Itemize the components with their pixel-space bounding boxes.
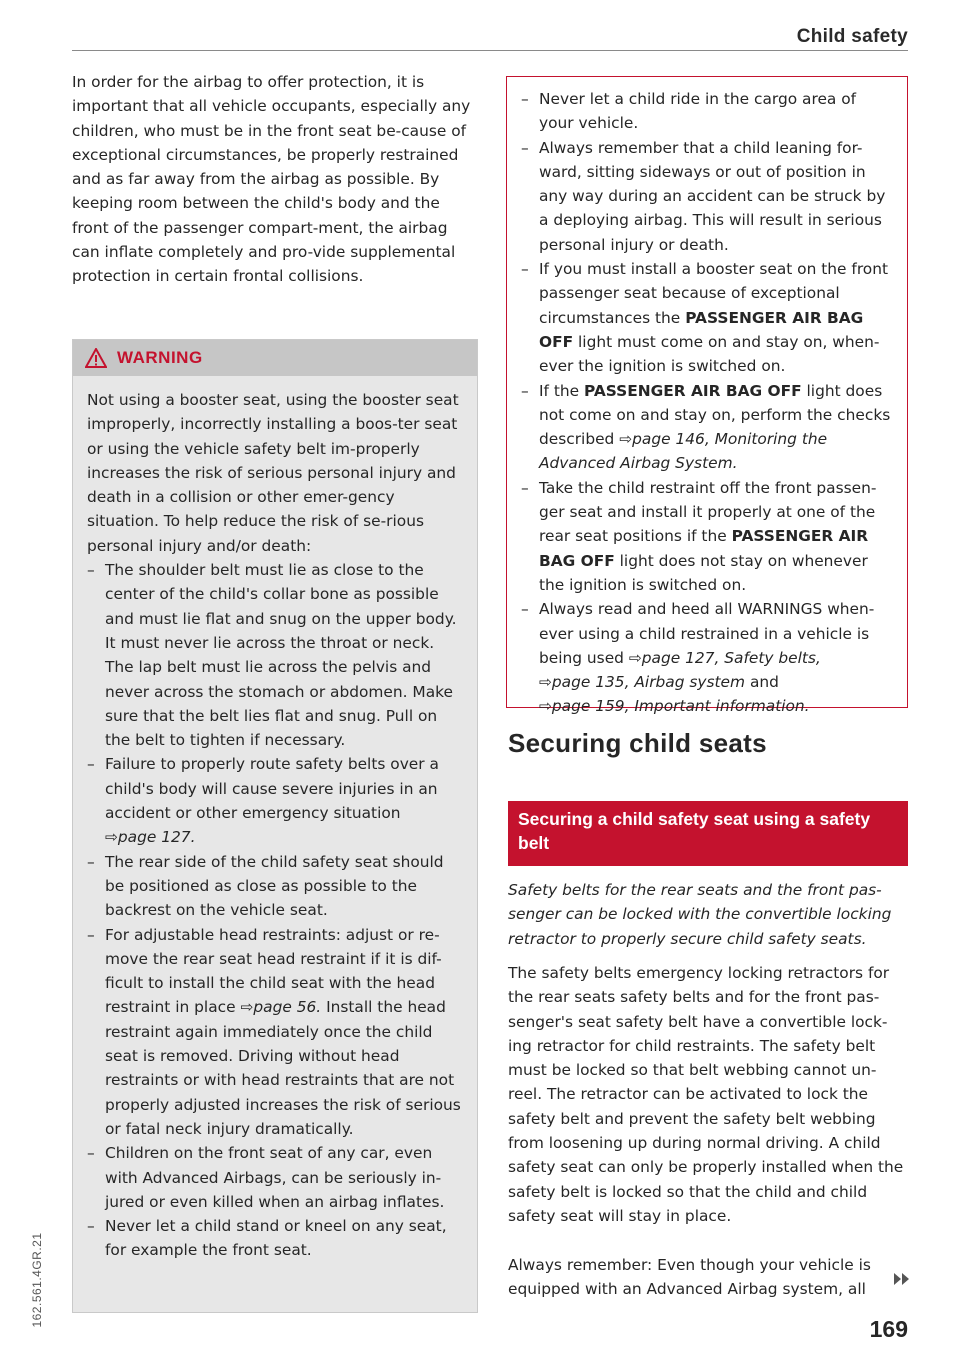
subsection-intro: Safety belts for the rear seats and the front pas-senger can be locked with the convertible locking retractor to properly secure child safety seats. xyxy=(508,881,892,948)
warning-item: – Children on the front seat of any car, even with Advanced Airbags, can be seriously in-jured or even killed when an airbag inflates. xyxy=(87,1141,463,1214)
double-arrow-right-icon xyxy=(892,1272,912,1286)
section-title: Securing child seats xyxy=(508,728,767,758)
warning-triangle-icon xyxy=(85,348,107,368)
warning-item: – The shoulder belt must lie as close to the center of the child's collar bone as possible and must lie flat and snug on the upper body. It must never lie across the throat or neck. The lap belt must lie across the pelvis and never across the stomach or abdomen. Make sure that the belt lies flat and snug. Pull on the belt to tighten if necessary. xyxy=(87,558,463,752)
page-ref-link[interactable]: ⇨page 159, Important information. xyxy=(539,697,810,716)
note-box xyxy=(506,76,908,716)
page-ref-link[interactable]: ⇨page 56. xyxy=(240,998,322,1017)
note-item: – If the PASSENGER AIR BAG OFF light does not come on and stay on, perform the checks described ⇨page 146, Monitoring the Advanced Airbag System. xyxy=(521,379,893,476)
page-ref-link[interactable]: ⇨page 146, Monitoring the Advanced Airbag System. xyxy=(539,430,828,473)
body-paragraph-continued: Always remember: Even though your vehicle is equipped with an Advanced Airbag system, all xyxy=(508,1256,871,1299)
side-code xyxy=(27,1230,47,1330)
side-code-text: 162.561.4GR.21 xyxy=(30,1232,44,1328)
left-column xyxy=(72,70,478,289)
page-ref-link[interactable]: ⇨page 127. xyxy=(105,828,196,847)
body-paragraph: The safety belts emergency locking retractors for the rear seats safety belts and for the front pas-senger's seat safety belt have a convertible lock-ing retractor for child restraints. The safety belt must be locked so that belt webbing cannot un-reel. The retractor can be activated to lock the safety belt and prevent the safety belt webbing from loosening up during normal driving. A child safety seat can only be properly installed when the safety belt is locked so that the child and child safety seat will stay in place. xyxy=(508,964,904,1225)
note-item: – Always read and heed all WARNINGS when-ever using a child restrained in a vehicle is being used ⇨page 127, Safety belts, ⇨page 135, Airbag system and ⇨page 159, Important information. xyxy=(521,597,893,718)
warning-box xyxy=(72,339,478,1313)
note-item: – Take the child restraint off the front passen-ger seat and install it properly at one of the rear seat positions if the PASSENGER AIR BAG OFF light does not stay on whenever the ignition is switched on. xyxy=(521,476,893,597)
warning-label: WARNING xyxy=(117,348,203,367)
warning-item: – The rear side of the child safety seat should be positioned as close as possible to the backrest on the vehicle seat. xyxy=(87,850,463,923)
warning-item: – For adjustable head restraints: adjust or re-move the rear seat head restraint if it is dif-ficult to install the child seat with the head restraint in place ⇨page 56. Install the head restraint again immediately once the child seat is removed. Driving without head restraints or with head restraints that are not properly adjusted increases the risk of serious or fatal neck injury dramatically. xyxy=(87,923,463,1142)
running-header: Child safety xyxy=(796,26,908,47)
header-rule xyxy=(72,50,908,51)
page-ref-link[interactable]: ⇨page 127, Safety belts, xyxy=(628,648,821,667)
subsection-line-1: Securing a child safety seat using a safety xyxy=(518,809,871,829)
warning-list xyxy=(87,558,463,1263)
warning-header xyxy=(73,340,477,376)
page-number: 169 xyxy=(869,1316,908,1342)
page-ref-link[interactable]: ⇨page 135, Airbag system xyxy=(539,673,746,692)
subsection-heading xyxy=(508,801,908,866)
note-list xyxy=(507,77,907,719)
intro-paragraph: In order for the airbag to offer protection, it is important that all vehicle occupants, especially any children, who must be in the front seat be-cause of exceptional circumstances, be properly restrained and as far away from the airbag as possible. By keeping room between the child's body and the front of the passenger compart-ment, the airbag can inflate completely and pro-vide supplemental protection in certain frontal collisions. xyxy=(72,73,471,286)
warning-item: – Never let a child stand or kneel on any seat, for example the front seat. xyxy=(87,1214,463,1263)
note-item: – Never let a child ride in the cargo area of your vehicle. xyxy=(521,87,893,136)
warning-intro: Not using a booster seat, using the booster seat improperly, incorrectly installing a boos-ter seat or using the vehicle safety belt im-properly increases the risk of serious personal injury and death in a collision or other emer-gency situation. To help reduce the risk of se-rious personal injury and/or death: xyxy=(87,391,459,555)
note-item: – Always remember that a child leaning for-ward, sitting sideways or out of position in any way during an accident can be struck by a deploying airbag. This will result in serious personal injury or death. xyxy=(521,136,893,257)
subsection-line-2: belt xyxy=(518,833,550,853)
note-item: – If you must install a booster seat on the front passenger seat because of exceptional circumstances the PASSENGER AIR BAG OFF light must come on and stay on, when-ever the ignition is switched on. xyxy=(521,257,893,378)
warning-item: – Failure to properly route safety belts over a child's body will cause severe injuries in an accident or other emergency situation ⇨page 127. xyxy=(87,752,463,849)
warning-body xyxy=(73,376,477,1263)
